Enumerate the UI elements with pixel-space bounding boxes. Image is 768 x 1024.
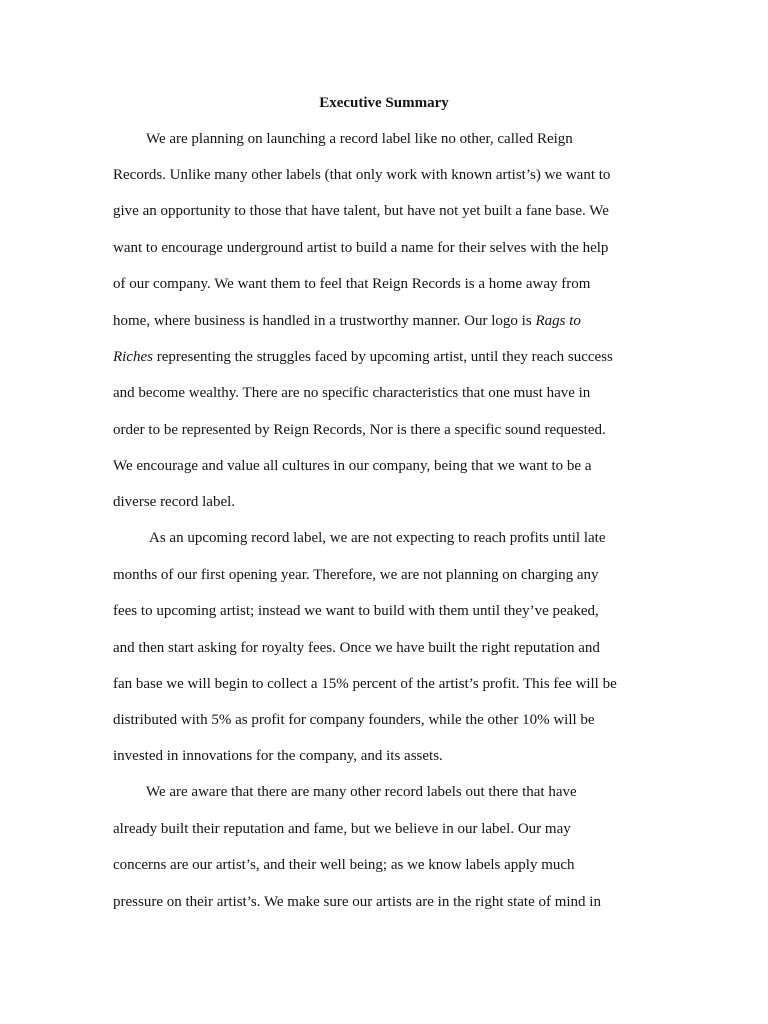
- logo-name-italic: Riches: [113, 349, 153, 365]
- text-line: months of our first opening year. Therefore, we are not planning on charging any: [113, 567, 599, 583]
- text-line: order to be represented by Reign Records, Nor is there a specific sound requested.: [113, 422, 606, 438]
- text-line: We are planning on launching a record label like no other, called Reign: [146, 131, 573, 147]
- text-line: and then start asking for royalty fees. Once we have built the right reputation and: [113, 640, 600, 656]
- text-segment: representing the struggles faced by upcoming artist, until they reach success: [152, 349, 613, 365]
- text-line: We encourage and value all cultures in our company, being that we want to be a: [113, 458, 592, 474]
- text-line: We are aware that there are many other record labels out there that have: [146, 784, 577, 800]
- text-line: pressure on their artist’s. We make sure our artists are in the right state of mind in: [113, 894, 601, 910]
- text-segment: home, where business is handled in a trustworthy manner. Our logo is: [113, 313, 536, 329]
- text-line: invested in innovations for the company, and its assets.: [113, 748, 443, 764]
- page-title: Executive Summary: [319, 95, 449, 111]
- text-line: distributed with 5% as profit for company founders, while the other 10% will be: [113, 712, 595, 728]
- text-line: concerns are our artist’s, and their well being; as we know labels apply much: [113, 857, 575, 873]
- text-line: of our company. We want them to feel that Reign Records is a home away from: [113, 276, 591, 292]
- text-line: give an opportunity to those that have talent, but have not yet built a fane base. We: [113, 203, 609, 219]
- text-line: want to encourage underground artist to build a name for their selves with the help: [113, 240, 609, 256]
- text-line: [113, 347, 613, 367]
- text-line: fees to upcoming artist; instead we want to build with them until they’ve peaked,: [113, 603, 599, 619]
- text-line: [113, 311, 581, 331]
- text-line: Records. Unlike many other labels (that only work with known artist’s) we want to: [113, 167, 611, 183]
- text-line: diverse record label.: [113, 494, 236, 510]
- text-line: As an upcoming record label, we are not expecting to reach profits until late: [149, 530, 606, 546]
- logo-name-italic: Rags to: [535, 313, 581, 329]
- text-line: already built their reputation and fame, but we believe in our label. Our may: [113, 821, 571, 837]
- text-line: fan base we will begin to collect a 15% percent of the artist’s profit. This fee will be: [113, 676, 617, 692]
- text-line: and become wealthy. There are no specific characteristics that one must have in: [113, 385, 591, 401]
